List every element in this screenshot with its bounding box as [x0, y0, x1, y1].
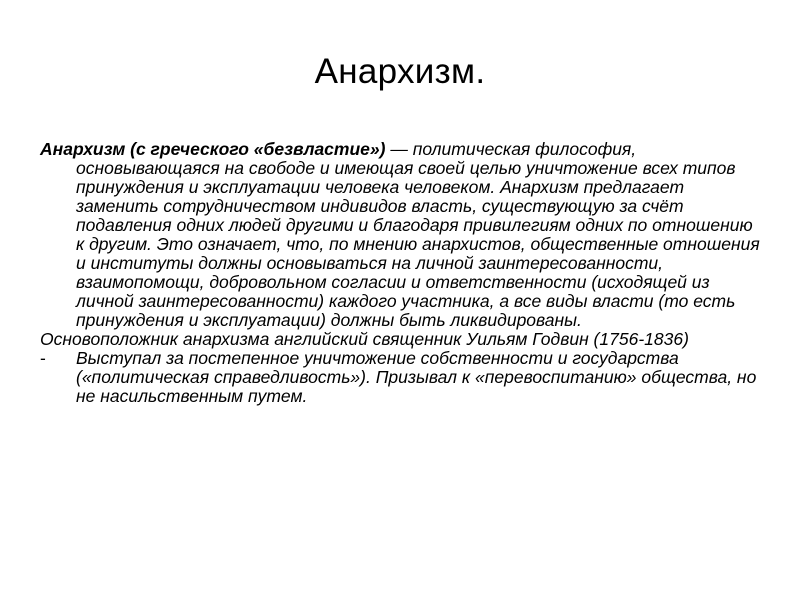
definition-lead: Анархизм (с греческого «безвластие») — [40, 139, 386, 159]
founder-paragraph: Основоположник анархизма английский священник Уильям Годвин (1756-1836) — [40, 329, 689, 349]
slide-body — [40, 140, 760, 406]
bullet-marker: - — [40, 348, 46, 368]
definition-text: — политическая философия, основывающаяся на свободе и имеющая своей целью уничтожение всех типов принуждения и эксплуатации человека человеком. Анархизм предлагает заменить сотрудничеством индивидов власть, существующую за счёт подавления одних людей другими и благодаря привилегиям одних по отношению к другим. Это означает, что, по мнению анархистов, общественные отношения и институты должны основываться на личной заинтересованности, взаимопомощи, добровольном согласии и ответственности (исходящей из личной заинтересованности) каждого участника, а все виды власти (то есть принуждения и эксплуатации) должны быть ликвидированы. — [76, 139, 760, 330]
slide-title: Анархизм. — [314, 52, 486, 91]
bullet-text: Выступал за постепенное уничтожение собственности и государства («политическая справедливость»). Призывал к «перевоспитанию» общества, но не насильственным путем. — [76, 348, 757, 406]
definition-paragraph — [40, 140, 760, 330]
bullet-item — [40, 349, 760, 406]
